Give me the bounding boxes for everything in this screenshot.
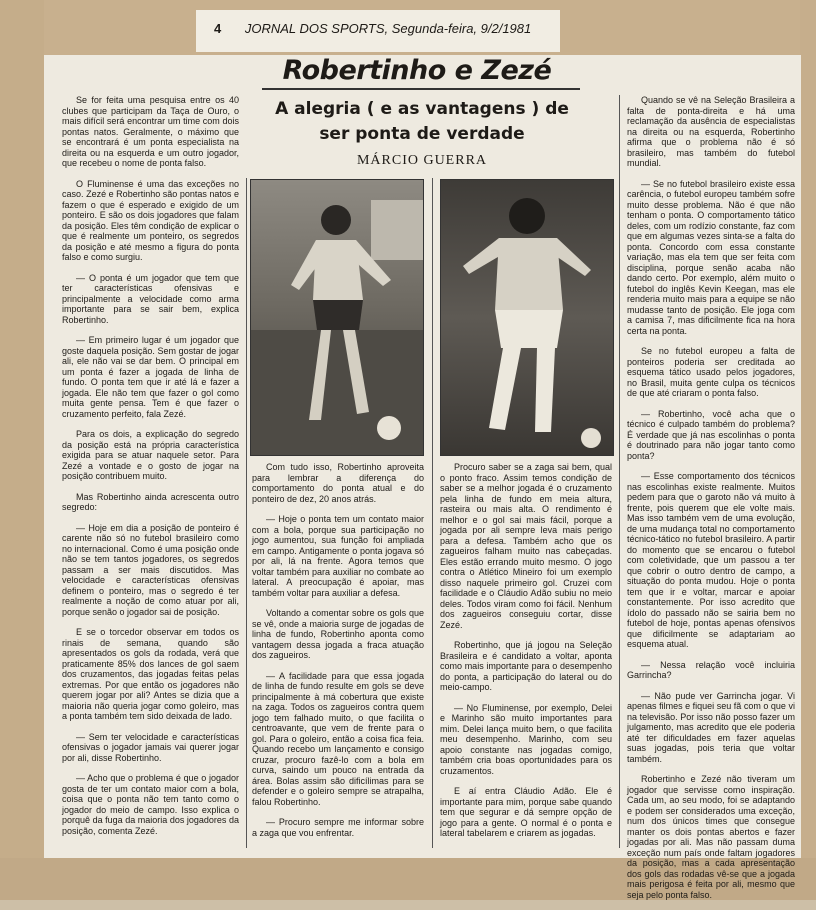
column-divider [246, 178, 247, 848]
paragraph: — Em primeiro lugar é um jogador que goste daquela posição. Sem gostar de jogar ali, ele não vai se dar bem. O principal em um ponta é fazer a jogada de linha de fundo. O ponta tem que ir até lá e fazer a jogada. Ele não tem que fazer o gol como muita gente pensa. Tem é que fazer o cruzamento perfeito, fala Zezé. [62, 335, 239, 419]
photo-player-robertinho [250, 179, 424, 456]
photo-player-zeze [440, 179, 614, 456]
paragraph: Se for feita uma pesquisa entre os 40 clubes que participam da Taça de Ouro, o mais difícil será encontrar um time com dois pontas natos. Geralmente, o máximo que se encontrará é um ponta especialista na direita ou na esquerda e um outro jogador, que recebeu o nome de ponta falso. [62, 95, 239, 168]
paragraph: — Hoje em dia a posição de ponteiro é carente não só no futebol brasileiro como no internacional. Como é uma posição onde não se tem tantos jogadores, os segredos passam a ser mais discutidos. Mas velocidade e características ofensivas definem o ponteiro, mas o segredo é ter realmente a noção de como atuar por ali, porque senão o jogador sai de posição. [62, 522, 239, 617]
paragraph: Mas Robertinho ainda acrescenta outro segredo: [62, 491, 239, 512]
column-divider [619, 95, 620, 848]
paragraph: — Acho que o problema é que o jogador gosta de ter um contato maior com a bola, coisa que o ponta não tem tanto como o jogador do meio de campo. Isso explica o porquê da fuga da maioria dos jogadores da posição, comenta Zezé. [62, 773, 239, 836]
paragraph: E aí entra Cláudio Adão. Ele é importante para mim, porque sabe quando tem que segurar e dá sempre opção de jogo para a gente. O normal é o ponta e lateral tabelarem e criarem as jogadas. [440, 786, 612, 838]
paragraph: — Nessa relação você incluiria Garrincha? [627, 659, 795, 680]
paragraph: — Não pude ver Garrincha jogar. Vi apenas filmes e fiquei seu fã com o que vi na televisão. Por isso não posso fazer um julgamento, mas acredito que ele poderia até ter dificuldades em fazer aquelas suas jogadas, pois teria que voltar também. [627, 690, 795, 764]
background-wood-left [0, 0, 44, 900]
paragraph: Quando se vê na Seleção Brasileira a falta de ponta-direita e há uma reclamação da ausência de especialistas na direita ou na esquerda, Robertinho afirma que o problema não é só brasileiro, mas também do futebol mundial. [627, 95, 795, 168]
paragraph: Robertinho, que já jogou na Seleção Brasileira e é candidato a voltar, aponta como mais importante para o desempenho do ponta, a participação do lateral ou do meio-campo. [440, 640, 612, 692]
page-number: 4 [214, 21, 222, 36]
paragraph: — A facilidade para que essa jogada de linha de fundo resulte em gols se deve principalmente à má cobertura que existe na zaga. Todos os zagueiros contra quem jogo tem falhado muito, o que facilita o centroavante, que vem de frente para o gol. Para o goleiro, então a coisa fica feia. Quando recebo um lançamento e consigo cruzar, procuro fazê-lo com a bola em curva, saindo um pouco na entrada da área. Bolas assim são dificílimas para se defender e o goleiro sempre se atrapalha, falou Robertinho. [252, 670, 424, 807]
paragraph: — Se no futebol brasileiro existe essa carência, o futebol europeu também sofre muito desse problema. Não é que não tenham o ponta. O comportamento tático deles, com um rodízio constante, faz com que em algumas vezes sinta-se a falta do ponta. Concordo com essa constante variação, mas ela tem que ser feita com disciplina, porque senão acaba não dando certo. Por exemplo, além muito o futebol do inglês Kevin Keegan, mas ele renderia muito mais para a equipe se não mudasse tanto de posição. Ele joga com a camisa 7, mas dificilmente fica na hora certa na ponta. [627, 178, 795, 336]
article-byline: MÁRCIO GUERRA [356, 153, 488, 168]
paragraph: Robertinho e Zezé não tiveram um jogador que servisse como inspiração. Cada um, ao seu modo, foi se adaptando e podem ser considerados uma exceção, num dos únicos times que consegue manter os dois pontas abertos e fazer jogadas por ali. Mas não passam duma exceção num país onde faltam jogadores da posição, mas a cada apresentação dos gols das rodadas vê-se que a jogada mais perigosa é feita por ali, mesmo que seja pelo ponta falso. [627, 774, 795, 900]
paragraph: Para os dois, a explicação do segredo da posição está na própria característica exigida para se atuar naquele setor. Para Zezé a vontade e o gosto de jogar na posição contribuem muito. [62, 429, 239, 481]
paragraph: E se o torcedor observar em todos os rinais de semana, quando são apresentados os gols da rodada, verá que praticamente 85% dos lances de gol saem dos cruzamentos, das jogadas feitas pelas extremas. Por que então os jogadores não querem jogar por ali? Antes se dizia que a maioria não queria jogar como goleiro, mas a ponta também tem sido deixada de lado. [62, 627, 239, 721]
newspaper-header [214, 21, 554, 36]
article-column-2 [252, 462, 424, 848]
paragraph: — No Fluminense, por exemplo, Delei e Marinho são muito importantes para mim. Delei lança muito bem, o que facilita meu desempenho. Marinho, com seu apoio constante nas jogadas comigo, também cria boas oportunidades para os cruzamentos. [440, 702, 612, 776]
paragraph: — Robertinho, você acha que o técnico é culpado também do problema? É verdade que já nas escolinhas o ponta é doutrinado para não jogar tanto como ponta? [627, 408, 795, 461]
article-title: Robertinho e Zezé [282, 55, 552, 86]
title-underline [262, 88, 580, 90]
paragraph: — Procuro sempre me informar sobre a zaga que vou enfrentar. [252, 817, 424, 838]
paragraph: O Fluminense é uma das exceções no caso. Zezé e Robertinho são pontas natos e fazem o que é esperado e exigido de um ponteiro. E são os dois jogadores que falam da posição. Eles têm condição de explicar o que é realmente um ponteiro, os segredos da posição e até mesmo a figura do ponta falso e como surgiu. [62, 178, 239, 262]
paragraph: — Sem ter velocidade e características ofensivas o jogador jamais vai querer jogar por ali, disse Robertinho. [62, 731, 239, 763]
paragraph: Se no futebol europeu a falta de ponteiros poderia ser creditada ao esquema tático usado pelos jogadores, no Brasil, muita gente culpa os técnicos de que até criaram o ponta falso. [627, 346, 795, 398]
paragraph: Com tudo isso, Robertinho aproveita para lembrar a diferença do comportamento do ponta atual e do ponteiro de dez, 20 anos atrás. [252, 462, 424, 504]
paragraph: — O ponta é um jogador que tem que ter características ofensivas e principalmente a velocidade como arma importante para se sair bem, explica Robertinho. [62, 272, 239, 325]
article-subtitle: A alegria ( e as vantagens ) de ser ponta de verdade [275, 99, 569, 144]
paragraph: — Hoje o ponta tem um contato maior com a bola, porque sua participação no jogo aumentou, sua função foi ampliada em campo. Antigamente o ponta jogava só por ali, lá na frente. Agora temos que voltar também para auxiliar no combate ao lateral. A preocupação é apoiar, mas também voltar para auxiliar a defesa. [252, 514, 424, 598]
paragraph: Voltando a comentar sobre os gols que se vê, onde a maioria surge de jogadas de linha de fundo, Robertinho aponta como vantagem dessa jogada a fraca atuação dos zagueiros. [252, 608, 424, 660]
background-wood-right [800, 0, 816, 900]
article-column-1 [62, 95, 239, 846]
column-divider [432, 178, 433, 848]
article-column-3 [440, 462, 612, 849]
paragraph: — Esse comportamento dos técnicos nas escolinhas existe realmente. Muitos pedem para que o garoto não vá muito à frente, pois querem que ele volte mais. Mas isso também vem de uma evolução, de uma mudança total no comportamento técnico-tático no futebol brasileiro. A partir do momento que se encarou o futebol com coletividade, que um passou a ter que cobrir o outro dentro de campo, a situação do ponta mudou. Hoje o ponta tem que ir e voltar, marcar e apoiar constantemente. Por isso acredito que ídolo do passado não se sairia bem no futebol de hoje, pontas apenas ofensivos que dificilmente se adaptariam ao esquema atual. [627, 471, 795, 649]
paragraph: Procuro saber se a zaga sai bem, qual o ponto fraco. Assim temos condição de saber se a melhor jogada é o cruzamento pela linha de fundo em meia altura, rasteira ou mais alta. O rendimento é melhor e o gol sai mais fácil, porque a jogada por ali sempre leva mais perigo para a defesa. Também acho que os zagueiros falham muito nas cabeçadas. Eles estão errando muito mesmo. O jogo contra o Atlético Mineiro foi um exemplo disso naquele primeiro gol. Cruzei com facilidade e o Cláudio Adão subiu no meio deles. Todos viram como foi fácil. Nenhum dos zagueiros conseguiu cortar, disse Zezé. [440, 462, 612, 630]
article-column-4 [627, 95, 795, 910]
publication-line: JORNAL DOS SPORTS, Segunda-feira, 9/2/1981 [244, 21, 532, 36]
